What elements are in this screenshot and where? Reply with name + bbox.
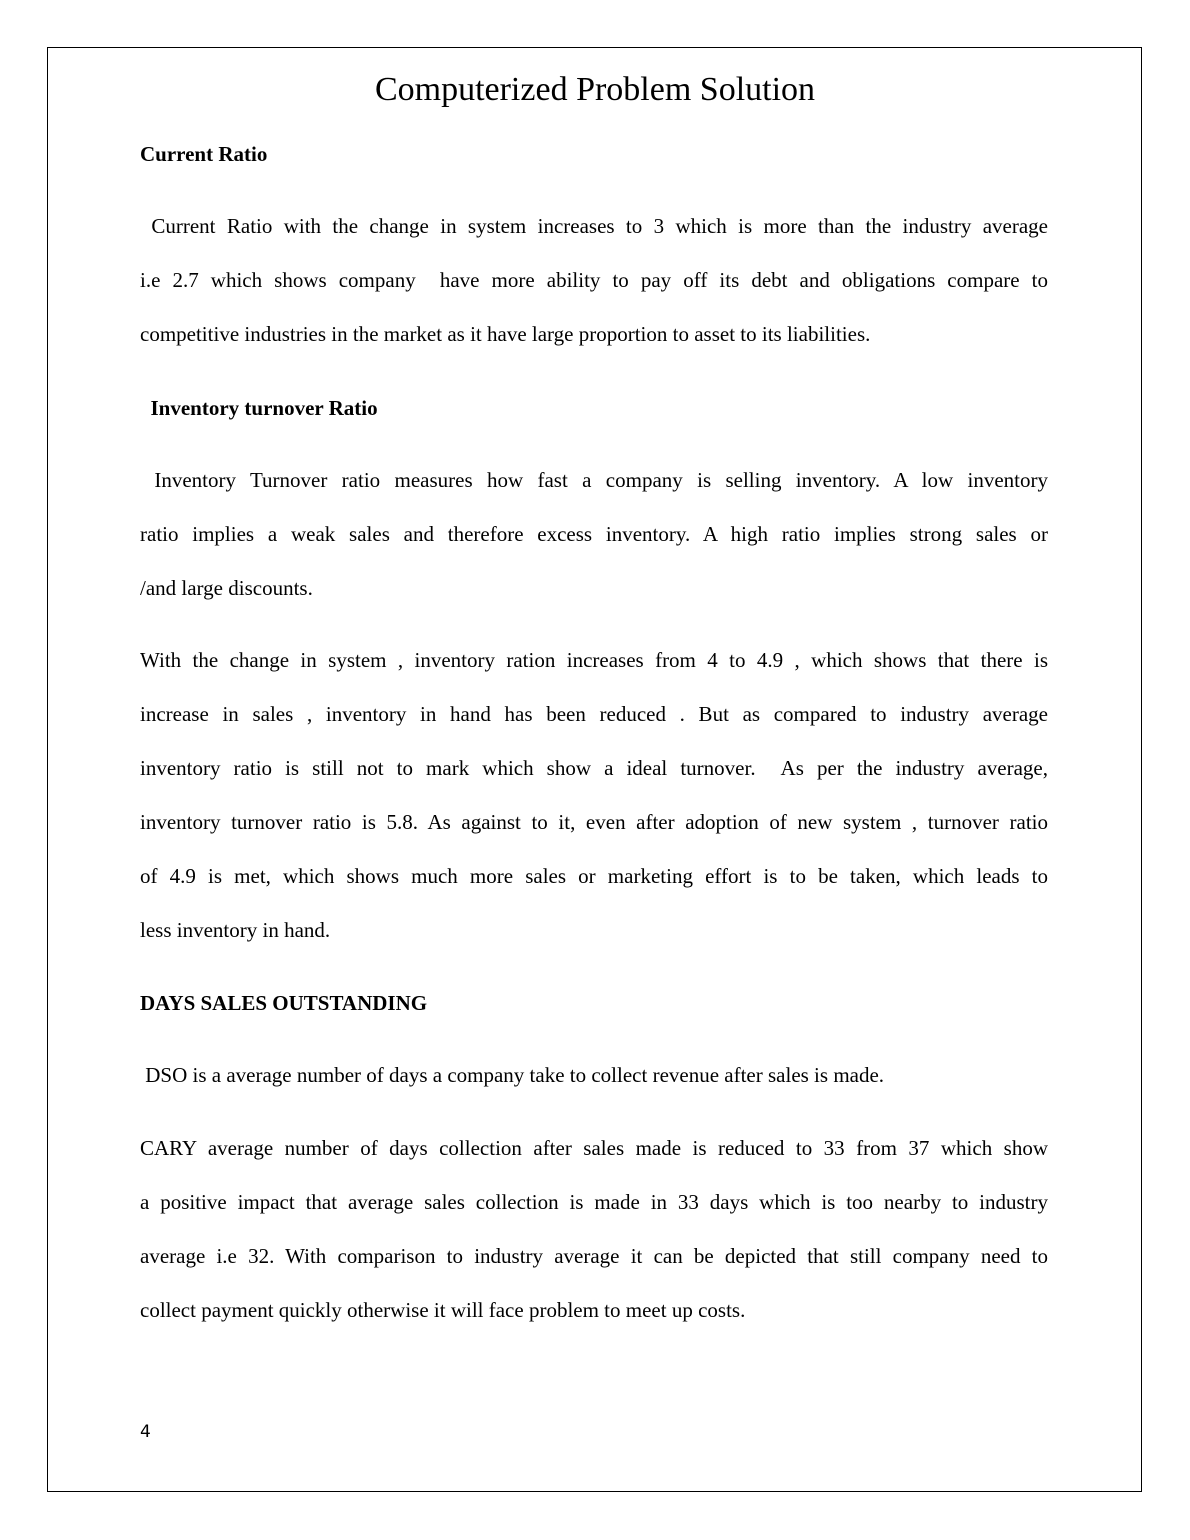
text-line: inventory ratio is still not to mark which show a ideal turnover. As per the industry average,: [140, 756, 1048, 780]
paragraph: [140, 466, 1048, 628]
heading-current-ratio: Current Ratio: [140, 142, 268, 166]
paragraph: [140, 646, 1048, 970]
text-line: Inventory Turnover ratio measures how fast a company is selling inventory. A low inventory: [140, 468, 1049, 492]
text-line: i.e 2.7 which shows company have more ability to pay off its debt and obligations compare to: [140, 268, 1048, 292]
text-line: competitive industries in the market as it have large proportion to asset to its liabilities.: [140, 322, 871, 346]
text-line: /and large discounts.: [140, 576, 313, 600]
paragraph: [140, 1061, 1048, 1115]
text-line: less inventory in hand.: [140, 918, 331, 942]
text-line: collect payment quickly otherwise it will face problem to meet up costs.: [140, 1298, 746, 1322]
text-line: a positive impact that average sales collection is made in 33 days which is too nearby to industry: [140, 1190, 1048, 1214]
paragraph: [140, 1134, 1048, 1350]
text-line: increase in sales , inventory in hand has been reduced . But as compared to industry average: [140, 702, 1048, 726]
page-title: Computerized Problem Solution: [374, 71, 816, 108]
text-line: DSO is a average number of days a company take to collect revenue after sales is made.: [140, 1063, 885, 1087]
text-line: average i.e 32. With comparison to industry average it can be depicted that still company need to: [140, 1244, 1048, 1268]
heading-inventory-turnover: Inventory turnover Ratio: [140, 396, 378, 420]
text-line: of 4.9 is met, which shows much more sales or marketing effort is to be taken, which leads to: [140, 864, 1048, 888]
text-line: Current Ratio with the change in system increases to 3 which is more than the industry average: [140, 214, 1048, 238]
heading-days-sales-outstanding: DAYS SALES OUTSTANDING: [140, 991, 428, 1015]
paragraph: [140, 212, 1048, 374]
text-line: With the change in system , inventory ration increases from 4 to 4.9 , which shows that there is: [140, 648, 1048, 672]
page-number: 4: [140, 1422, 151, 1442]
text-line: inventory turnover ratio is 5.8. As against to it, even after adoption of new system , turnover ratio: [140, 810, 1048, 834]
text-line: CARY average number of days collection after sales made is reduced to 33 from 37 which show: [140, 1136, 1048, 1160]
text-line: ratio implies a weak sales and therefore excess inventory. A high ratio implies strong sales or: [140, 522, 1048, 546]
